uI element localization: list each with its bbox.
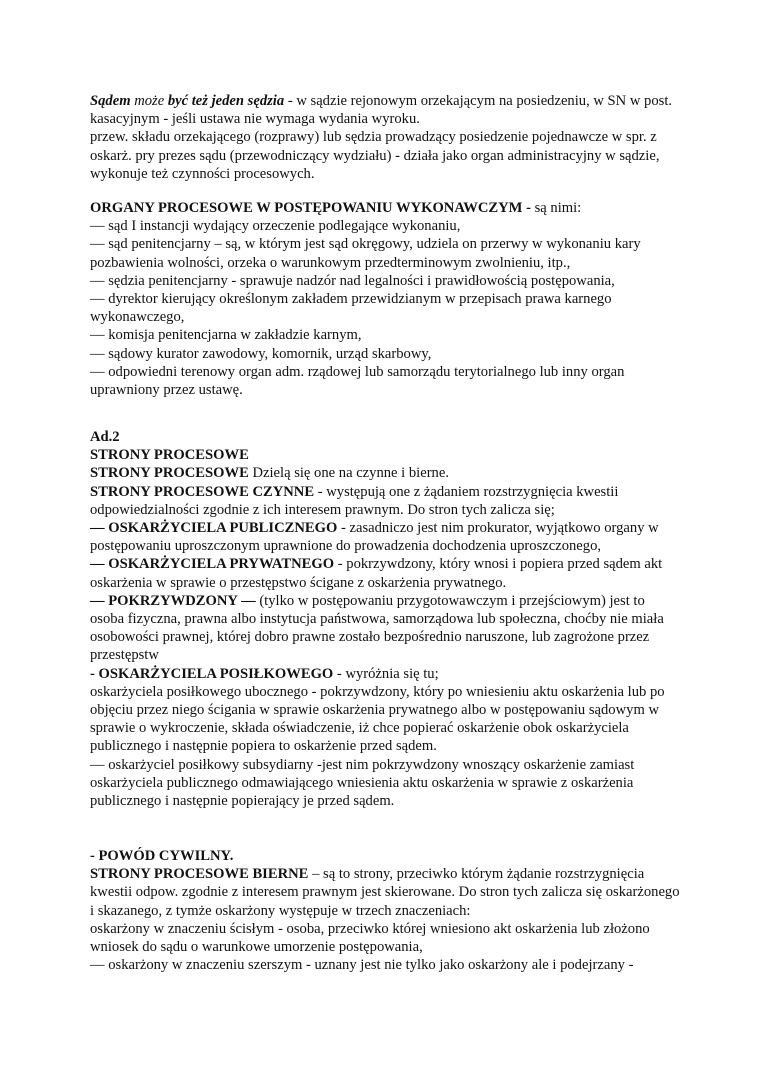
body-text: - w sądzie rejonowym orzekającym na posiedzeniu, w SN w post. kasacyjnym - jeśli ustawa nie wymaga wydania wyroku. bbox=[90, 93, 673, 128]
body-text: Dzielą się one na czynne i bierne. bbox=[248, 465, 449, 482]
body-text: - występują one z żądaniem rozstrzygnięcia kwestii odpowiedzialności zgodnie z ich interesem prawnym. Do stron tych zalicza się; bbox=[90, 483, 619, 518]
powod-section bbox=[90, 847, 680, 974]
section-title bbox=[90, 847, 680, 865]
intro-section bbox=[90, 92, 680, 183]
section-title-text: STRONY PROCESOWE bbox=[90, 447, 249, 464]
term: - OSKARŻYCIELA POSIŁKOWEGO bbox=[90, 665, 334, 682]
list-item: — sąd penitencjarny – są, w którym jest sąd okręgowy, udziela on przerwy w wykonaniu kary pozbawienia wolności, orzeka o warunkowym przedterminowym zwolnieniu, itp., bbox=[90, 236, 641, 271]
italic-text: może bbox=[130, 93, 168, 109]
list-item: — odpowiedni terenowy organ adm. rządowej lub samorządu terytorialnego lub inny organ uprawniony przez ustawę. bbox=[90, 363, 625, 399]
emphasis-text: Sądem bbox=[90, 93, 131, 109]
organy-heading bbox=[90, 199, 680, 217]
paragraph bbox=[90, 519, 680, 555]
paragraph bbox=[90, 555, 680, 591]
body-text: – są to strony, przeciwko którym żądanie rozstrzygnięcia kwestii odpow. zgodnie z interesem prawnym jest skierowane. Do stron tych zalicza się oskarżonego i skazanego, z tymże oskarżony występuje w trzech znaczeniach: bbox=[90, 866, 680, 919]
paragraph bbox=[90, 464, 680, 482]
paragraph bbox=[90, 483, 680, 519]
body-text: są nimi: bbox=[530, 200, 582, 216]
term: STRONY PROCESOWE bbox=[90, 465, 249, 482]
list-item: — sędzia penitencjarny - sprawuje nadzór nad legalności i prawidłowością postępowania, bbox=[90, 272, 615, 289]
intro-paragraph: przew. składu orzekającego (rozprawy) lub sędzia prowadzący posiedzenie pojednawcze w spr. z oskarż. pry prezes sądu (przewodniczący wydziału) - działa jako organ administracyjny w sądzie, wykonuje też czynności procesowych. bbox=[90, 129, 660, 182]
paragraph bbox=[90, 665, 680, 683]
emphasis-text: być też jeden sędzia bbox=[167, 93, 285, 109]
strony-section bbox=[90, 428, 680, 810]
section-title-text: - POWÓD CYWILNY. bbox=[90, 848, 234, 864]
section-label bbox=[90, 428, 680, 446]
intro-paragraph bbox=[90, 92, 680, 128]
paragraph bbox=[90, 592, 680, 665]
paragraph: — oskarżyciel posiłkowy subsydiarny -jest nim pokrzywdzony wnoszący oskarżenie zamiast oskarżyciela publicznego odmawiającego wniesienia aktu oskarżenia w sprawie z oskarżenia publicznego i następnie popierający je przed sądem. bbox=[90, 756, 635, 810]
paragraph: oskarżyciela posiłkowego ubocznego - pokrzywdzony, który po wniesieniu aktu oskarżenia lub po objęciu przez niego ścigania w sprawie oskarżenia prywatnego albo w postępowaniu sądowym w sprawie o wykroczenie, składa oświadczenie, iż chce popierać oskarżenie obok oskarżyciela publicznego i następnie popiera to oskarżenie przed sądem. bbox=[90, 683, 665, 755]
term: STRONY PROCESOWE CZYNNE bbox=[90, 483, 315, 500]
list-item: — sąd I instancji wydający orzeczenie podlegające wykonaniu, bbox=[90, 218, 461, 235]
list-item: — komisja penitencjarna w zakładzie karnym, bbox=[90, 327, 362, 344]
list-item: — sądowy kurator zawodowy, komornik, urząd skarbowy, bbox=[90, 345, 432, 362]
section-title bbox=[90, 446, 680, 464]
paragraph: oskarżony w znaczeniu ścisłym - osoba, przeciwko której wniesiono akt oskarżenia lub złożono wniosek do sądu o warunkowe umorzenie postępowania, bbox=[90, 920, 650, 956]
body-text: - zasadniczo jest nim prokurator, wyjątkowo organy w postępowaniu uproszczonym uprawnione do prowadzenia dochodzenia uproszczonego, bbox=[90, 520, 659, 555]
term: — OSKARŻYCIELA PRYWATNEGO bbox=[90, 556, 335, 573]
paragraph bbox=[90, 865, 680, 920]
body-text: - pokrzywdzony, który wnosi i popiera przed sądem akt oskarżenia w sprawie o przestępstwo ścigane z oskarżenia prywatnego. bbox=[90, 556, 663, 591]
term: — POKRZYWDZONY — bbox=[90, 592, 256, 609]
body-text: - wyróżnia się tu; bbox=[333, 665, 439, 682]
ad-label: Ad.2 bbox=[90, 429, 120, 445]
paragraph: — oskarżony w znaczeniu szerszym - uznany jest nie tylko jako oskarżony ale i podejrzany - bbox=[90, 957, 634, 974]
term: — OSKARŻYCIELA PUBLICZNEGO bbox=[90, 520, 338, 537]
body-text: (tylko w postępowaniu przygotowawczym i przejściowym) jest to osoba fizyczna, prawna albo instytucja państwowa, samorządowa lub społeczna, choćby nie miała osobowości prawnej, której dobro prawne zostało bezpośrednio naruszone, lub zagrożone przez przestępstw bbox=[90, 592, 664, 664]
term: STRONY PROCESOWE BIERNE bbox=[90, 866, 309, 883]
organy-section bbox=[90, 199, 680, 399]
section-heading: ORGANY PROCESOWE W POSTĘPOWANIU WYKONAWCZYM - bbox=[90, 200, 531, 216]
list-item: — dyrektor kierujący określonym zakładem przewidzianym w przepisach prawa karnego wykonawczego, bbox=[90, 291, 612, 326]
